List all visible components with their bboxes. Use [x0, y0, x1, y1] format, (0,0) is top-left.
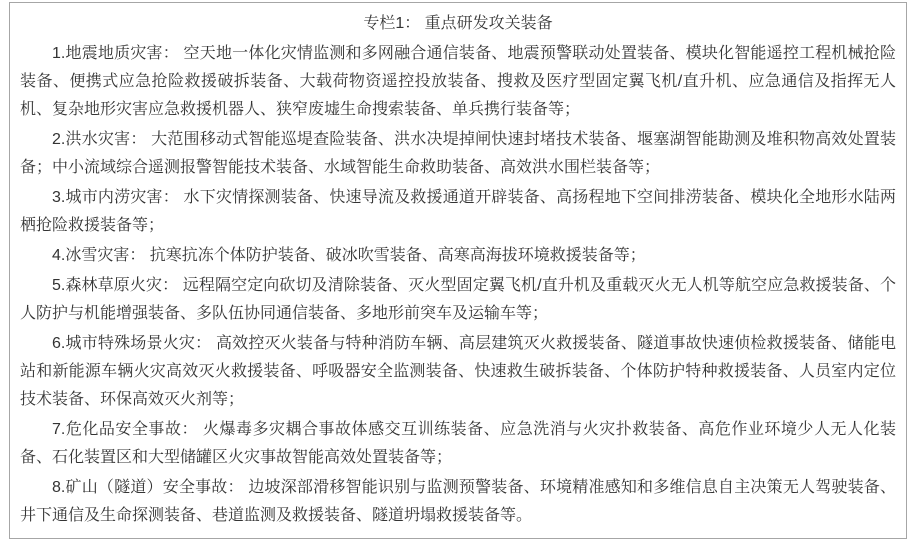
document-page: [0, 2, 915, 537]
list-item-forest-grassland-fire: 5.森林草原火灾： 远程隔空定向砍切及清除装备、灭火型固定翼飞机/直升机及重载灭火无人机等航空应急救援装备、个人防护与机能增强装备、多队伍协同通信装备、多地形前突车及运输车等；: [20, 277, 896, 322]
list-item-mine-tunnel-safety-accident: 8.矿山（隧道）安全事故： 边坡深部滑移智能识别与监测预警装备、环境精准感知和多维信息自主决策无人驾驶装备、井下通信及生命探测装备、巷道监测及救援装备、隧道坍塌救援装备等。: [20, 479, 896, 524]
panel-title: 专栏1： 重点研发攻关装备: [363, 15, 553, 32]
special-column-panel: [9, 2, 907, 539]
list-item-hazardous-chemicals-accident: 7.危化品安全事故： 火爆毒多灾耦合事故体感交互训练装备、应急洗消与火灾扑救装备、高危作业环境少人无人化装备、石化装置区和大型储罐区火灾事故智能高效处置装备等；: [20, 421, 896, 466]
list-item-ice-snow-disaster: 4.冰雪灾害： 抗寒抗冻个体防护装备、破冰吹雪装备、高寒高海拔环境救援装备等；: [52, 247, 646, 264]
list-item-urban-waterlogging-disaster: 3.城市内涝灾害： 水下灾情探测装备、快速导流及救援通道开辟装备、高扬程地下空间排涝装备、模块化全地形水陆两栖抢险救援装备等；: [20, 189, 896, 234]
list-item-flood-disaster: 2.洪水灾害： 大范围移动式智能巡堤查险装备、洪水决堤掉闸快速封堵技术装备、堰塞湖智能勘测及堆积物高效处置装备；中小流域综合遥测报警智能技术装备、水域智能生命救助装备、高效洪水围栏装备等；: [20, 131, 896, 176]
list-item-earthquake-geological-disaster: 1.地震地质灾害： 空天地一体化灾情监测和多网融合通信装备、地震预警联动处置装备、模块化智能遥控工程机械抢险装备、便携式应急抢险救援破拆装备、大载荷物资遥控投放装备、搜救及医疗型固定翼飞机/直升机、应急通信及指挥无人机、复杂地形灾害应急救援机器人、狭窄废墟生命搜索装备、单兵携行装备等；: [20, 45, 896, 118]
list-item-urban-special-scene-fire: 6.城市特殊场景火灾： 高效控灭火装备与特种消防车辆、高层建筑灭火救援装备、隧道事故快速侦检救援装备、储能电站和新能源车辆火灾高效灭火救援装备、呼吸器安全监测装备、快速救生破拆装备、个体防护特种救援装备、人员室内定位技术装备、环保高效灭火剂等；: [20, 335, 896, 408]
